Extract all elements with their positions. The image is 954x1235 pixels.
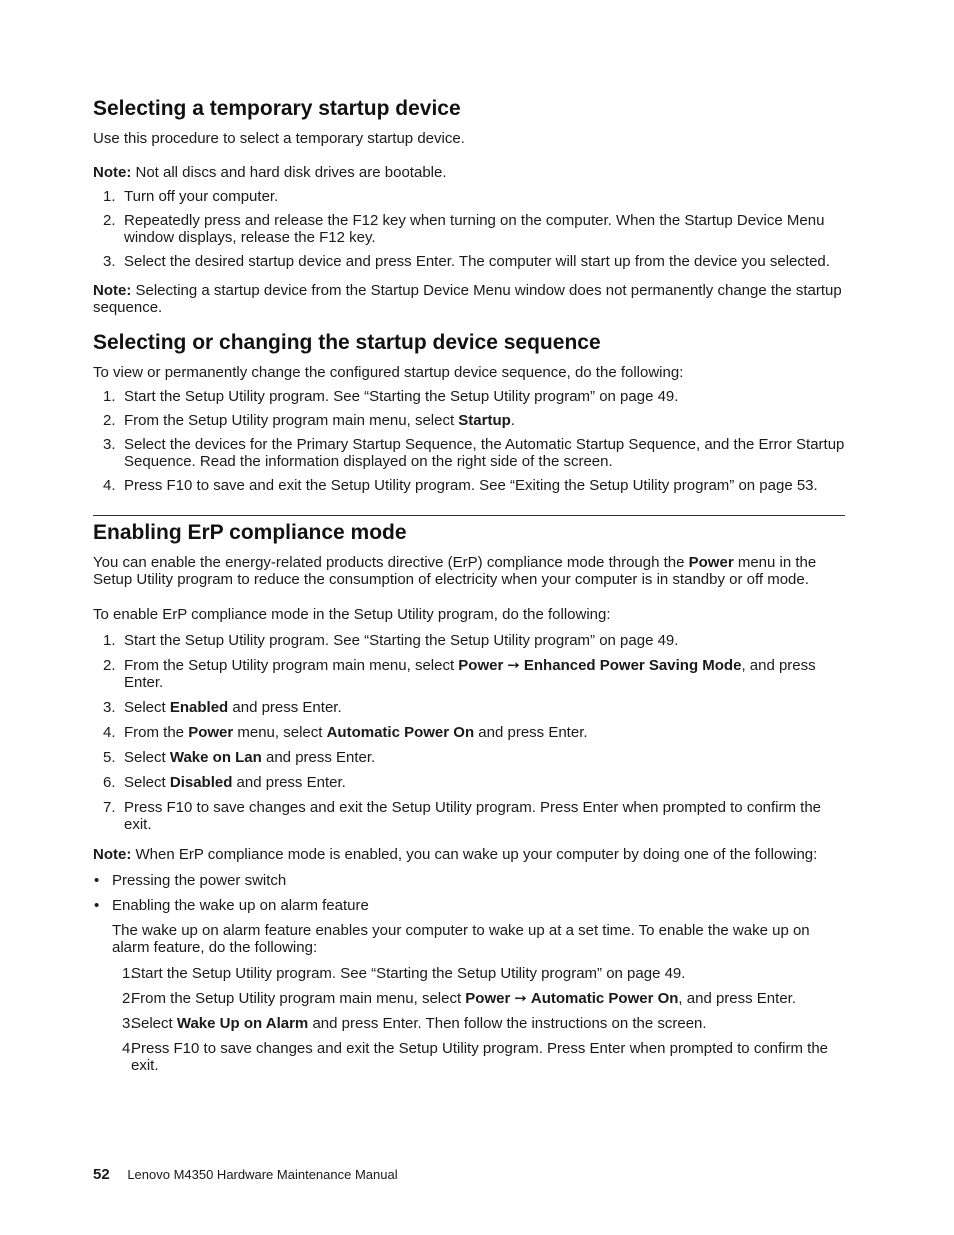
step-text: and press Enter. [261, 749, 376, 766]
section-temporary-startup [93, 96, 845, 316]
menu-name: Enhanced Power Saving Mode [523, 657, 742, 674]
step-text: , and press Enter. [124, 657, 816, 691]
step-text: Start the Setup Utility program. See “Starting the Setup Utility program” on page 49. [131, 965, 686, 982]
note [93, 282, 845, 316]
note-text: When ErP compliance mode is enabled, you can wake up your computer by doing one of the following: [135, 846, 818, 863]
section-heading: Selecting or changing the startup device sequence [93, 331, 601, 354]
step-text: From the Setup Utility program main menu, select [131, 990, 466, 1007]
step-text: Select the devices for the Primary Startup Sequence, the Automatic Startup Sequence, and the Error Startup Sequence. Read the information displayed on the right side of the screen. [124, 436, 845, 470]
steps-list [93, 188, 845, 270]
section-heading: Selecting a temporary startup device [93, 97, 461, 120]
note-label: Note: [93, 164, 132, 181]
step-text: Press F10 to save and exit the Setup Utility program. See “Exiting the Setup Utility program” on page 53. [124, 477, 818, 494]
steps-list [93, 388, 845, 494]
list-item: 2. From the Setup Utility program main menu, select Startup. [103, 412, 515, 429]
step-text: and press Enter. Then follow the instructions on the screen. [308, 1015, 707, 1032]
list-item: 1. Turn off your computer. [103, 188, 279, 205]
note [93, 846, 845, 863]
list-item: 2. Repeatedly press and release the F12 key when turning on the computer. When the Startup Device Menu window displays, release the F12 key. [103, 212, 825, 246]
list-item: 3. Select the desired startup device and press Enter. The computer will start up from the device you selected. [103, 253, 830, 270]
list-item: 3. Select Wake Up on Alarm and press Enter. Then follow the instructions on the screen. [122, 1015, 707, 1032]
menu-name: Power [188, 724, 234, 741]
note-label: Note: [93, 846, 132, 863]
list-item: 6. Select Disabled and press Enter. [103, 774, 346, 791]
section-heading: Enabling ErP compliance mode [93, 521, 407, 544]
menu-name: Enabled [169, 699, 229, 716]
step-text: and press Enter. [232, 774, 346, 791]
menu-name: Automatic Power On [326, 724, 475, 741]
step-text: From the [124, 724, 189, 741]
step-text: Press F10 to save changes and exit the Setup Utility program. Press Enter when prompted to confirm the exit. [131, 1040, 829, 1074]
note-text: Selecting a startup device from the Startup Device Menu window does not permanently change the startup sequence. [93, 282, 842, 316]
alarm-intro: The wake up on alarm feature enables your computer to wake up at a set time. To enable the wake up on alarm feature, do the following: [112, 922, 810, 956]
list-item: 7. Press F10 to save changes and exit the Setup Utility program. Press Enter when prompted to confirm the exit. [103, 799, 822, 833]
step-text: Select the desired startup device and press Enter. The computer will start up from the device you selected. [124, 253, 830, 270]
list-item: 3. Select the devices for the Primary Startup Sequence, the Automatic Startup Sequence, and the Error Startup Sequence. Read the information displayed on the right side of the screen. [103, 436, 845, 470]
list-item: 5. Select Wake on Lan and press Enter. [103, 749, 376, 766]
step-text: Turn off your computer. [124, 188, 279, 205]
step-text: Start the Setup Utility program. See “Starting the Setup Utility program” on page 49. [124, 632, 679, 649]
list-item: 4. Press F10 to save and exit the Setup Utility program. See “Exiting the Setup Utility program” on page 53. [103, 477, 818, 494]
section-intro: To view or permanently change the configured startup device sequence, do the following: [93, 364, 684, 381]
step-text: Repeatedly press and release the F12 key when turning on the computer. When the Startup Device Menu window displays, release the F12 key. [124, 212, 825, 246]
list-item: 2. From the Setup Utility program main menu, select Power ➙ Automatic Power On, and press Enter. [122, 990, 796, 1007]
step-text: . [510, 412, 515, 429]
list-item: • Enabling the wake up on alarm feature The wake up on alarm feature enables your computer to wake up at a set time. To enable the wake up on alarm feature, do the following: 1. Start the Setup Utility program. See “Starting the Setup Utility program” on page 49. 2. From the Setup Utility program main menu, select Power ➙ Automatic Power On, and press Enter. 3. Select Wake Up on Alarm and press Enter. Then follow the instructions on the screen. 4. Press F10 to save changes and exit the Setup Utility program. Press Enter when prompted to confirm the exit. [93, 897, 845, 1074]
page-footer [93, 1167, 398, 1183]
paragraph-text: menu in the Setup Utility program to reduce the consumption of electricity when your computer is in standby or off mode. [93, 554, 817, 588]
step-text: and press Enter. [474, 724, 588, 741]
menu-name: Power [688, 554, 734, 571]
step-text: Select [124, 699, 170, 716]
step-text: Select [124, 749, 170, 766]
menu-name: Power [458, 657, 504, 674]
page-number: 52 [93, 1166, 110, 1183]
footer-title: Lenovo M4350 Hardware Maintenance Manual [127, 1167, 398, 1182]
note [93, 164, 845, 181]
section-paragraph [93, 554, 845, 588]
list-item: • Pressing the power switch [94, 872, 287, 889]
section-paragraph: To enable ErP compliance mode in the Setup Utility program, do the following: [93, 606, 611, 623]
step-text: From the Setup Utility program main menu, select [124, 412, 459, 429]
step-text: Select [124, 774, 170, 791]
bullet-list [93, 872, 845, 1074]
note-label: Note: [93, 282, 132, 299]
list-item: 1. Start the Setup Utility program. See “Starting the Setup Utility program” on page 49. [103, 632, 679, 649]
menu-name: Startup [458, 412, 511, 429]
bullet-text: Pressing the power switch [112, 872, 287, 889]
list-item: 2. From the Setup Utility program main menu, select Power ➙ Enhanced Power Saving Mode, and press Enter. [103, 657, 816, 691]
list-item: 4. Press F10 to save changes and exit the Setup Utility program. Press Enter when prompted to confirm the exit. [122, 1040, 829, 1074]
section-erp-compliance [93, 515, 845, 1074]
menu-name: Automatic Power On [530, 990, 679, 1007]
menu-name: Wake Up on Alarm [176, 1015, 309, 1032]
steps-list [93, 632, 845, 833]
list-item: 4. From the Power menu, select Automatic Power On and press Enter. [103, 724, 588, 741]
list-item: 1. Start the Setup Utility program. See “Starting the Setup Utility program” on page 49. [122, 965, 686, 982]
list-item: 3. Select Enabled and press Enter. [103, 699, 342, 716]
arrow-icon: ➙ [507, 657, 520, 674]
arrow-icon: ➙ [514, 990, 527, 1007]
step-text: , and press Enter. [678, 990, 796, 1007]
menu-name: Disabled [169, 774, 233, 791]
steps-list [112, 965, 845, 1074]
bullet-text: Enabling the wake up on alarm feature [112, 897, 369, 914]
paragraph-text: You can enable the energy-related products directive (ErP) compliance mode through the [93, 554, 689, 571]
step-text: Select [131, 1015, 177, 1032]
list-item: 1. Start the Setup Utility program. See “Starting the Setup Utility program” on page 49. [103, 388, 679, 405]
step-text: Press F10 to save changes and exit the Setup Utility program. Press Enter when prompted to confirm the exit. [124, 799, 822, 833]
step-text: and press Enter. [228, 699, 342, 716]
menu-name: Power [465, 990, 511, 1007]
note-text: Not all discs and hard disk drives are bootable. [135, 164, 447, 181]
menu-name: Wake on Lan [169, 749, 262, 766]
page-content [93, 96, 845, 1082]
section-intro: Use this procedure to select a temporary startup device. [93, 130, 465, 147]
step-text: menu, select [233, 724, 327, 741]
step-text: From the Setup Utility program main menu, select [124, 657, 459, 674]
alarm-instructions [112, 922, 845, 1074]
section-startup-sequence [93, 330, 845, 494]
step-text: Start the Setup Utility program. See “Starting the Setup Utility program” on page 49. [124, 388, 679, 405]
